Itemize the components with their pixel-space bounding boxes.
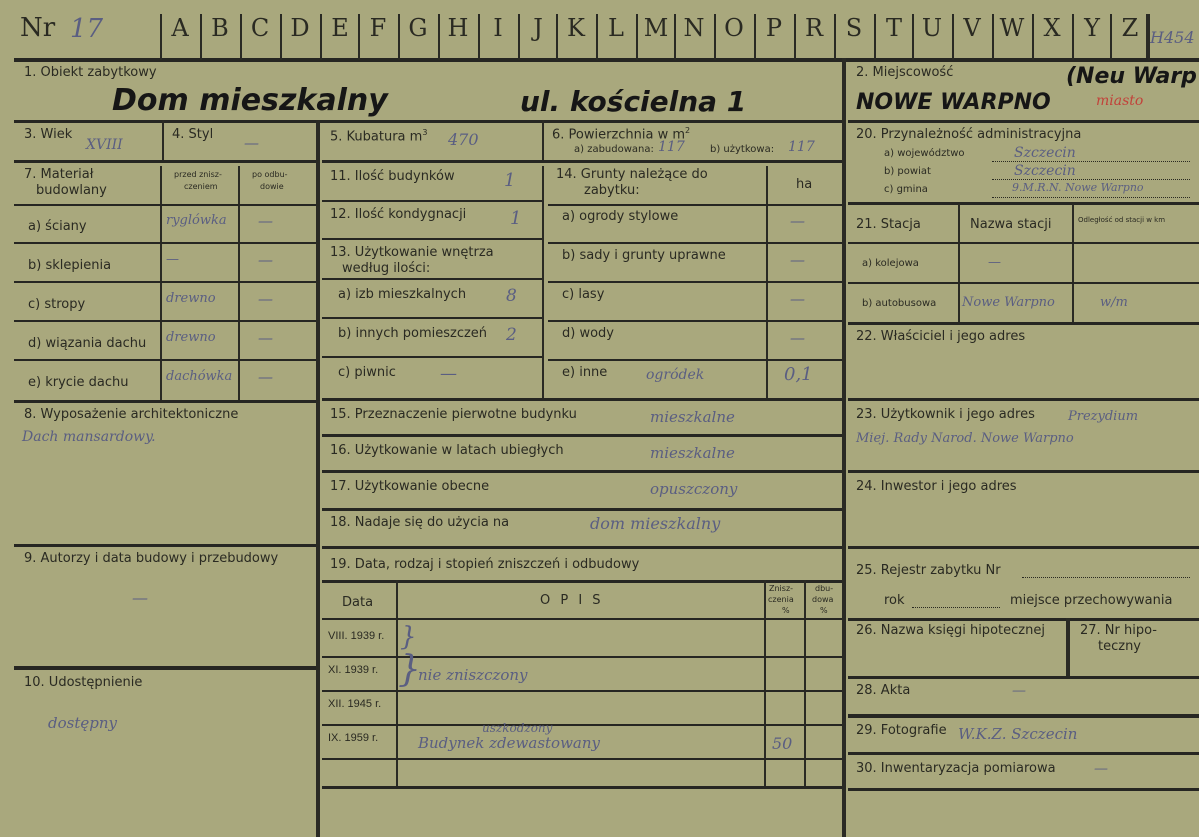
f14-row-label: a) ogrody stylowe (562, 209, 679, 224)
f13-row-rule (322, 317, 542, 319)
f19-label: 19. Data, rodzaj i stopień zniszczeń i odbudowy (330, 557, 640, 572)
f19-row-rule (322, 758, 842, 760)
letter-B: B (211, 14, 229, 42)
f14-row-value: — (790, 251, 805, 269)
f7-col-b (238, 166, 240, 400)
f14-row-note: ogródek (646, 367, 705, 383)
f13-row-value: — (440, 364, 457, 384)
rule-f23 (848, 398, 1199, 401)
f19-brace: } (398, 649, 421, 690)
letter-T: T (885, 14, 902, 42)
f14-row-value: — (790, 212, 805, 230)
f30-value: — (1094, 761, 1108, 777)
f16-label: 16. Użytkowanie w latach ubiegłych (330, 443, 564, 458)
letter-N: N (683, 14, 705, 42)
f7-label2: budowlany (36, 183, 107, 198)
rule-2 (848, 120, 1199, 123)
letter-M: M (643, 14, 669, 42)
f10-label: 10. Udostępnienie (24, 675, 143, 690)
letter-P: P (765, 14, 783, 42)
f13-row-label: b) innych pomieszczeń (338, 326, 488, 341)
f7-head-rule (14, 204, 316, 206)
f14-unit: ha (796, 177, 813, 192)
f7-col1b: czeniem (184, 182, 218, 191)
rule-f22 (848, 322, 1199, 325)
f21-label: 21. Stacja (856, 217, 921, 232)
f13-row-rule (322, 278, 542, 280)
f14-row-rule (548, 320, 842, 322)
f19-col-desc-label: O P I S (540, 593, 604, 608)
letter-K: K (567, 14, 585, 42)
f21-col-dist: Odległość od stacji w km (1078, 216, 1166, 224)
f19-row-desc: } (400, 622, 417, 652)
f17-label: 17. Użytkowanie obecne (330, 479, 490, 494)
f15-value: mieszkalne (650, 408, 735, 426)
f22-label: 22. Właściciel i jego adres (856, 329, 1026, 344)
rule-f16 (322, 434, 842, 437)
f25-dots1 (1022, 576, 1190, 578)
rule-f19 (322, 546, 842, 549)
letter-G: G (408, 14, 428, 42)
f6-a-label: a) zabudowana: (574, 144, 654, 155)
letter-E: E (331, 14, 349, 42)
rule-f25 (848, 546, 1199, 549)
f7-row-label: b) sklepienia (28, 258, 112, 273)
f7-row-before: dachówka (166, 369, 233, 384)
f19-col-z (764, 580, 766, 788)
f20-row-label: b) powiat (884, 166, 931, 177)
f13-row-rule (322, 356, 542, 358)
f21-row-label: a) kolejowa (862, 258, 919, 269)
f27-label2: teczny (1098, 639, 1141, 654)
f14-row-value: — (790, 329, 805, 347)
f21-col-a (958, 204, 960, 324)
f19-row-date: IX. 1959 r. (328, 732, 379, 744)
rule-bottom (848, 788, 1199, 791)
f9-label: 9. Autorzy i data budowy i przebudowy (24, 551, 279, 566)
letter-L: L (608, 14, 624, 42)
f21-row-rule (848, 282, 1199, 284)
letter-H: H (447, 14, 469, 42)
f7-row-rule (14, 320, 316, 322)
letter-divider (992, 14, 994, 60)
letter-D: D (290, 14, 310, 42)
f12-value: 1 (510, 208, 522, 229)
f20-row-label: a) województwo (884, 148, 965, 159)
letter-divider (714, 14, 716, 60)
letter-R: R (804, 14, 824, 42)
f20-row-value: Szczecin (1014, 145, 1076, 161)
divider-left (316, 120, 320, 837)
letter-I: I (493, 14, 503, 42)
f15-label: 15. Przeznaczenie pierwotne budynku (330, 407, 577, 422)
rule-f15 (322, 398, 842, 401)
letter-Z: Z (1121, 14, 1139, 42)
f14-row-rule (548, 359, 842, 361)
f18-label: 18. Nadaje się do użycia na (330, 515, 510, 530)
f3-value: XVIII (86, 137, 123, 153)
f17-value: opuszczony (650, 480, 738, 498)
letter-divider (596, 14, 598, 60)
letter-Y: Y (1084, 14, 1100, 42)
rule-f19-head (322, 618, 842, 620)
f25-label: 25. Rejestr zabytku Nr (856, 563, 1001, 578)
corner-code: H454 (1150, 28, 1195, 47)
rule-row5 (322, 160, 842, 163)
f7-col-a (160, 166, 162, 400)
f23-value2: Miej. Rady Narod. Nowe Warpno (856, 431, 1074, 446)
f19-col-d1: dbu- (815, 584, 834, 593)
f21-row-label: b) autobusowa (862, 298, 937, 309)
letter-divider (398, 14, 400, 60)
f18-value: dom mieszkalny (590, 514, 721, 533)
f11-label: 11. Ilość budynków (330, 169, 455, 184)
letter-divider (952, 14, 954, 60)
f13-row-value: 8 (506, 286, 517, 306)
f19-row-desc2: uszkodzony (482, 721, 553, 735)
f7-row-label: a) ściany (28, 219, 87, 234)
letter-divider (200, 14, 202, 60)
f7-row-after: — (258, 251, 273, 269)
f7-row-after: — (258, 290, 273, 308)
f19-row-rule (322, 724, 842, 726)
f6-b-value: 117 (788, 139, 815, 155)
f19-row-date: XII. 1945 r. (328, 698, 382, 710)
f20-row-dots (992, 196, 1190, 198)
f6-b-label: b) użytkowa: (710, 144, 775, 155)
f7-col1a: przed znisz- (174, 170, 222, 179)
f13-row-label: c) piwnic (338, 365, 396, 380)
f23-value1: Prezydium (1068, 409, 1139, 424)
f7-col2b: dowie (260, 182, 284, 191)
rule-f17 (322, 470, 842, 473)
f28-label: 28. Akta (856, 683, 911, 698)
f7-row-before: ryglówka (166, 213, 227, 228)
f26-divider (1066, 618, 1070, 676)
f6-label: 6. Powierzchnia w m (552, 127, 686, 143)
f5-sup: 3 (422, 128, 428, 137)
rule-f8-end (14, 544, 316, 547)
f14-row-label: d) wody (562, 326, 614, 341)
f9-value: — (132, 588, 148, 607)
f2-label: 2. Miejscowość (856, 65, 954, 80)
divider-right (842, 58, 846, 837)
letter-J: J (533, 14, 543, 42)
f23-label: 23. Użytkownik i jego adres (856, 407, 1035, 422)
rule-row3 (14, 160, 316, 163)
f7-row-after: — (258, 368, 273, 386)
f2-type: miasto (1096, 93, 1144, 109)
letter-divider (518, 14, 520, 60)
f19-col-d-pct: % (820, 606, 828, 615)
rule-f12 (322, 238, 542, 240)
f7-row-label: d) wiązania dachu (28, 336, 147, 351)
rule-f30 (848, 752, 1199, 755)
f26-label: 26. Nazwa księgi hipotecznej (856, 623, 1045, 638)
f19-row-date: VIII. 1939 r. (328, 630, 385, 642)
f19-row-rule (322, 690, 842, 692)
letter-divider (636, 14, 638, 60)
nr-value: 17 (70, 14, 104, 44)
f2-value: NOWE WARPNO (856, 90, 1051, 115)
rule-f14-head (548, 204, 842, 206)
div-3-4 (162, 120, 164, 160)
f29-value: W.K.Z. Szczecin (958, 725, 1078, 743)
f19-col-d (804, 580, 806, 788)
div-11-14 (542, 166, 544, 398)
rule-f29 (848, 714, 1199, 718)
letter-X: X (1043, 14, 1061, 42)
f7-row-before: — (166, 252, 179, 267)
letter-divider (874, 14, 876, 60)
letter-divider (478, 14, 480, 60)
f7-row-rule (14, 281, 316, 283)
f14-row-label: c) lasy (562, 287, 605, 302)
letter-C: C (250, 14, 270, 42)
f13-row-label: a) izb mieszkalnych (338, 287, 467, 302)
f28-value: — (1012, 683, 1026, 699)
letter-divider (240, 14, 242, 60)
f7-row-before: drewno (166, 330, 216, 345)
f19-row-desc: Budynek zdewastowany (418, 734, 600, 752)
f19-row-date: XI. 1939 r. (328, 664, 379, 676)
letter-divider (834, 14, 836, 60)
f20-label: 20. Przynależność administracyjna (856, 127, 1082, 142)
letter-A: A (171, 14, 189, 42)
letter-divider (912, 14, 914, 60)
rule-f26 (848, 618, 1199, 621)
letter-W: W (999, 14, 1025, 42)
f7-row-rule (14, 359, 316, 361)
f19-col-z1: Znisz- (769, 584, 794, 593)
f14-row-rule (548, 242, 842, 244)
f14-row-label: b) sady i grunty uprawne (562, 248, 726, 263)
rule-f28 (848, 676, 1199, 679)
f7-row-label: e) krycie dachu (28, 375, 129, 390)
f25-miejsce: miejsce przechowywania (1010, 593, 1173, 608)
letter-U: U (921, 14, 943, 42)
letter-divider (320, 14, 322, 60)
letter-divider (280, 14, 282, 60)
f10-value: dostępny (48, 714, 117, 732)
letter-divider (556, 14, 558, 60)
rule-f21 (848, 202, 1199, 205)
rule-f11 (322, 200, 542, 202)
rule-f18 (322, 508, 842, 511)
f12-label: 12. Ilość kondygnacji (330, 207, 467, 222)
rule-f24 (848, 470, 1199, 473)
f14-row-rule (548, 281, 842, 283)
f7-col2a: po odbu- (252, 170, 288, 179)
f7-row-rule (14, 242, 316, 244)
f19-col-z-pct: % (782, 606, 790, 615)
f14-label1: 14. Grunty należące do (556, 167, 708, 182)
f14-label2: zabytku: (584, 183, 640, 198)
letter-divider (1110, 14, 1112, 60)
f19-col-d2: dowa (812, 595, 834, 604)
f14-row-value: — (790, 290, 805, 308)
letter-divider (160, 14, 162, 60)
f21-col-name: Nazwa stacji (970, 217, 1052, 232)
f13-row-value: 2 (506, 325, 517, 345)
f20-row-label: c) gmina (884, 184, 928, 195)
letter-O: O (724, 14, 744, 42)
rule-f19-end (322, 786, 842, 789)
f11-value: 1 (504, 170, 516, 191)
letter-S: S (845, 14, 863, 42)
f8-value: Dach mansardowy. (22, 429, 156, 445)
f13-label1: 13. Użytkowanie wnętrza (330, 245, 494, 260)
nr-label: Nr (20, 13, 56, 43)
letter-F: F (369, 14, 387, 42)
f3-label: 3. Wiek (24, 127, 73, 142)
f20-row-value: Szczecin (1014, 163, 1076, 179)
f25-dots2 (912, 606, 1000, 608)
f13-label2: według ilości: (342, 261, 431, 276)
f6-a-value: 117 (658, 139, 685, 155)
f7-row-before: drewno (166, 291, 216, 306)
f19-row-desc: nie zniszczony (418, 666, 528, 684)
f1-street: ul. kościelna 1 (520, 85, 747, 118)
f21-row-dist: w/m (1100, 295, 1128, 310)
letter-divider (794, 14, 796, 60)
f29-label: 29. Fotografie (856, 723, 947, 738)
f1-value: Dom mieszkalny (112, 83, 388, 118)
f7-row-after: — (258, 212, 273, 230)
rule-f9-end (14, 666, 316, 670)
rule-f21-head (848, 242, 1199, 244)
f5-label: 5. Kubatura m (330, 129, 423, 145)
f19-col-date: Data (342, 595, 374, 610)
rule-top (14, 58, 1199, 62)
letter-divider (438, 14, 440, 60)
f6-sup: 2 (685, 126, 691, 135)
f2-german: (Neu Warp (1066, 64, 1197, 89)
f14-row-value: 0,1 (784, 364, 813, 385)
f20-row-value: 9.M.R.N. Nowe Warpno (1012, 181, 1144, 194)
f25-rok: rok (884, 593, 905, 608)
letter-divider (358, 14, 360, 60)
f5-label-wrap (330, 128, 427, 145)
letter-divider (754, 14, 756, 60)
f4-value: — (244, 134, 259, 152)
f30-label: 30. Inwentaryzacja pomiarowa (856, 761, 1056, 776)
f21-row-name: — (988, 255, 1001, 270)
f19-col-z2: czenia (768, 595, 794, 604)
f16-value: mieszkalne (650, 444, 735, 462)
letter-V: V (963, 14, 981, 42)
f27-label1: 27. Nr hipo- (1080, 623, 1157, 638)
f7-row-after: — (258, 329, 273, 347)
f1-label: 1. Obiekt zabytkowy (24, 65, 157, 80)
f7-row-label: c) stropy (28, 297, 86, 312)
f14-row-label: e) inne (562, 365, 608, 380)
f24-label: 24. Inwestor i jego adres (856, 479, 1017, 494)
letter-divider (1072, 14, 1074, 60)
f21-col-b (1072, 204, 1074, 324)
f19-row-z: 50 (772, 734, 793, 753)
letter-divider (1032, 14, 1034, 60)
f4-label: 4. Styl (172, 127, 214, 142)
f21-row-name: Nowe Warpno (962, 295, 1055, 310)
f5-value: 470 (448, 130, 479, 149)
f8-label: 8. Wyposażenie architektoniczne (24, 407, 239, 422)
letter-divider (1148, 14, 1150, 60)
letter-divider (674, 14, 676, 60)
f7-label1: 7. Materiał (24, 167, 94, 182)
rule-f7-end (14, 400, 316, 403)
rule-1 (14, 120, 842, 123)
div-5-6 (542, 120, 544, 160)
